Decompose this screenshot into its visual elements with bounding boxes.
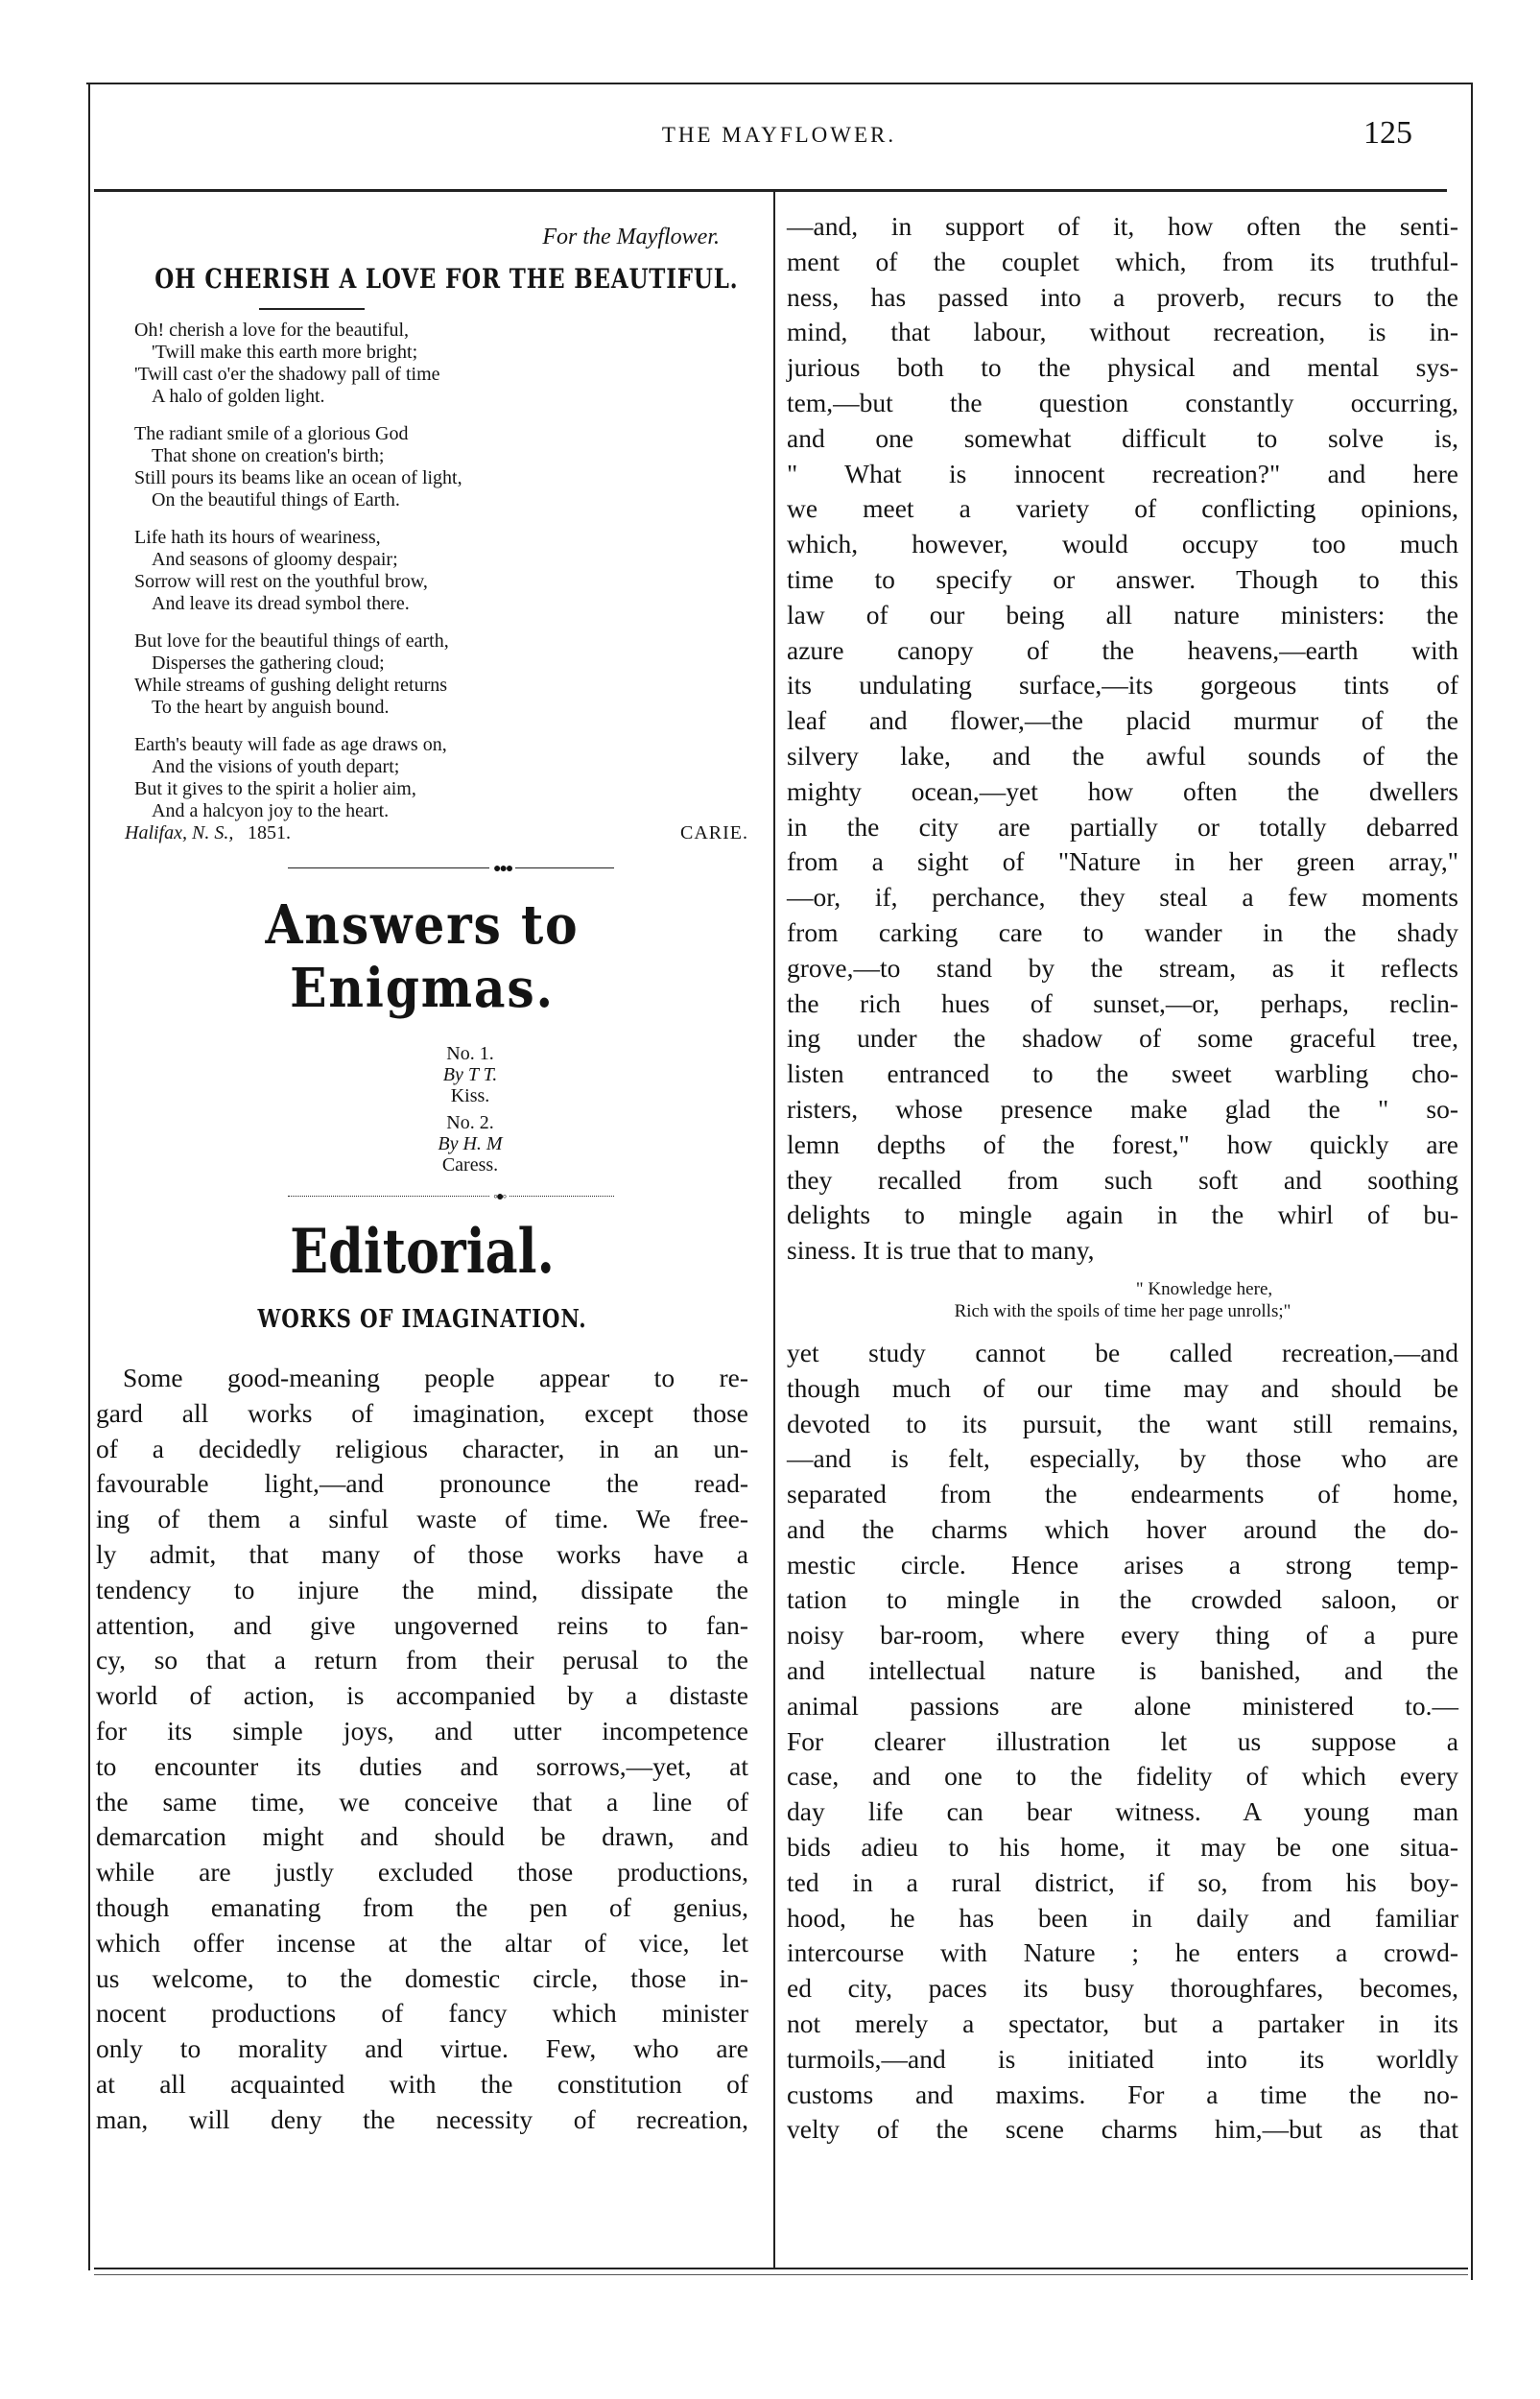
text-line: For clearer illustration let us suppose a: [787, 1725, 1458, 1756]
text-line: nocent productions of fancy which minister: [96, 1998, 748, 2029]
text-line: day life can bear witness. A young man: [787, 1796, 1458, 1827]
text-line: and the charms which hover around the do-: [787, 1513, 1458, 1544]
text-line: gard all works of imagination, except those: [96, 1397, 748, 1428]
text-line: ed city, paces its busy thoroughfares, becomes,: [787, 1973, 1458, 2004]
text-line: ted in a rural district, if so, from his boy-: [787, 1866, 1458, 1897]
ornament-divider-2: [96, 1189, 748, 1202]
text-line: ment of the couplet which, from its truthful-: [787, 246, 1458, 276]
poem-stanza: [134, 527, 748, 615]
text-line: and one somewhat difficult to solve is,: [787, 422, 1458, 453]
text-line: cy, so that a return from their perusal to the: [96, 1645, 748, 1675]
text-line: in the city are partially or totally debarred: [787, 811, 1458, 842]
poem-line: But love for the beautiful things of earth,: [134, 630, 449, 652]
text-line: from a sight of "Nature in her green array,": [787, 846, 1458, 877]
text-line: from carking care to wander in the shady: [787, 916, 1458, 947]
poem-line: And a halcyon joy to the heart.: [152, 800, 390, 821]
text-line: ness, has passed into a proverb, recurs to the: [787, 281, 1458, 312]
text-line: demarcation might and should be drawn, and: [96, 1821, 748, 1852]
poem-line: While streams of gushing delight returns: [134, 675, 448, 696]
poem-title: OH CHERISH A LOVE FOR THE BEAUTIFUL.: [154, 263, 739, 295]
text-line: which, however, would occupy too much: [787, 529, 1458, 559]
text-line: of a decidedly religious character, in an un-: [96, 1433, 748, 1463]
editorial-section-title: WORKS OF IMAGINATION.: [257, 1305, 587, 1334]
enigma-no1-answer: Kiss.: [450, 1085, 490, 1106]
poem-line: But it gives to the spirit a holier aim,: [134, 778, 416, 799]
poem-line: Disperses the gathering cloud;: [152, 653, 385, 674]
quote-line-1: " Knowledge here,: [1135, 1278, 1273, 1299]
editorial-text-left: [96, 1361, 748, 2138]
poem-line: Life hath its hours of weariness,: [134, 527, 381, 548]
text-line: us welcome, to the domestic circle, those in-: [96, 1962, 748, 1993]
poem-line: 'Twill make this earth more bright;: [152, 342, 418, 363]
text-line: favourable light,—and pronounce the read-: [96, 1468, 748, 1499]
text-line: hood, he has been in daily and familiar: [787, 1902, 1458, 1933]
text-line: man, will deny the necessity of recreation,: [96, 2103, 748, 2134]
bottom-rule-thin: [94, 2274, 1468, 2275]
text-line: while are justly excluded those productions,: [96, 1857, 748, 1888]
text-line: ing under the shadow of some graceful tree,: [787, 1023, 1458, 1054]
text-line: delights to mingle again in the whirl of bu-: [787, 1200, 1458, 1230]
text-line: siness. It is true that to many,: [787, 1235, 1095, 1266]
poem-credit: For the Mayflower.: [542, 225, 720, 249]
frame-right-rule: [1471, 83, 1473, 2280]
text-line: jurious both to the physical and mental sys-: [787, 352, 1458, 383]
frame-top-rule: [86, 83, 1473, 84]
editorial-text-right-1: [787, 209, 1458, 1269]
editorial-text-right-2: [787, 1336, 1458, 2148]
text-line: they recalled from such soft and soothing: [787, 1164, 1458, 1195]
text-line: we meet a variety of conflicting opinions,: [787, 493, 1458, 524]
text-line: bids adieu to his home, it may be one situa-: [787, 1832, 1458, 1863]
poem-line: Sorrow will rest on the youthful brow,: [134, 571, 428, 592]
ornament-line: [288, 1196, 614, 1197]
text-line: case, and one to the fidelity of which every: [787, 1761, 1458, 1792]
enigma-answers: [192, 1043, 748, 1176]
text-line: mind, that labour, without recreation, is in-: [787, 317, 1458, 347]
poem-line: Still pours its beams like an ocean of light,: [134, 467, 462, 488]
text-line: —and is felt, especially, by those who are: [787, 1443, 1458, 1474]
enigma-no2-label: No. 2.: [446, 1112, 494, 1133]
text-line: attention, and give ungoverned reins to fan-: [96, 1609, 748, 1640]
text-line: —and, in support of it, how often the senti-: [787, 211, 1458, 241]
quote-line-2: Rich with the spoils of time her page unrolls;": [954, 1300, 1291, 1321]
text-line: grove,—to stand by the stream, as it reflects: [787, 952, 1458, 983]
enigma-no1-author: By T T.: [442, 1064, 498, 1085]
text-line: separated from the endearments of home,: [787, 1479, 1458, 1509]
poem-line: 'Twill cast o'er the shadowy pall of time: [134, 364, 440, 385]
text-line: the same time, we conceive that a line of: [96, 1786, 748, 1817]
text-line: its undulating surface,—its gorgeous tints of: [787, 670, 1458, 701]
ornament-divider: [96, 861, 748, 874]
text-line: silvery lake, and the awful sounds of the: [787, 740, 1458, 771]
left-column: [96, 211, 748, 2138]
poem-stanza: [134, 630, 748, 719]
text-line: devoted to its pursuit, the want still remains,: [787, 1408, 1458, 1438]
ornament-line: [288, 867, 614, 868]
signature-name: CARIE.: [680, 822, 748, 843]
text-line: risters, whose presence make glad the " so-: [787, 1093, 1458, 1124]
poem-line: And leave its dread symbol there.: [152, 593, 410, 614]
text-line: which offer incense at the altar of vice, let: [96, 1927, 748, 1958]
text-line: customs and maxims. For a time the no-: [787, 2078, 1458, 2109]
poem-line: The radiant smile of a glorious God: [134, 423, 409, 444]
running-title: THE MAYFLOWER.: [661, 123, 897, 147]
header-rule: [94, 189, 1447, 192]
page-number: 125: [1363, 115, 1412, 151]
poem-line: That shone on creation's birth;: [152, 445, 385, 466]
text-line: law of our being all nature ministers: the: [787, 599, 1458, 629]
signature-year: 1851.: [248, 822, 291, 843]
running-head: [88, 115, 1470, 154]
text-line: and intellectual nature is banished, and the: [787, 1655, 1458, 1686]
poem-line: A halo of golden light.: [152, 386, 325, 407]
poem-stanza: [134, 734, 748, 822]
text-line: turmoils,—and is initiated into its worldly: [787, 2043, 1458, 2074]
text-line: leaf and flower,—the placid murmur of the: [787, 705, 1458, 736]
text-line: though emanating from the pen of genius,: [96, 1891, 748, 1922]
text-line: tation to mingle in the crowded saloon, or: [787, 1584, 1458, 1615]
text-line: ly admit, that many of those works have a: [96, 1538, 748, 1569]
text-line: azure canopy of the heavens,—earth with: [787, 634, 1458, 665]
text-line: velty of the scene charms him,—but as that: [787, 2114, 1458, 2145]
text-line: only to morality and virtue. Few, who are: [96, 2033, 748, 2064]
poem-line: And the visions of youth depart;: [152, 756, 400, 777]
text-line: noisy bar-room, where every thing of a pure: [787, 1620, 1458, 1651]
bottom-rule: [94, 2268, 1468, 2269]
text-line: at all acquainted with the constitution of: [96, 2068, 748, 2099]
text-line: time to specify or answer. Though to this: [787, 563, 1458, 594]
text-line: though much of our time may and should be: [787, 1372, 1458, 1403]
text-line: to encounter its duties and sorrows,—yet, at: [96, 1750, 748, 1781]
poem-stanza: [134, 320, 748, 408]
poem-stanza: [134, 423, 748, 511]
text-line: —or, if, perchance, they steal a few moments: [787, 882, 1458, 913]
text-line: world of action, is accompanied by a distaste: [96, 1680, 748, 1711]
enigmas-heading: Answers to Enigmas.: [265, 893, 580, 1020]
enigma-no1-label: No. 1.: [446, 1043, 494, 1064]
text-line: listen entranced to the sweet warbling cho-: [787, 1058, 1458, 1089]
enigma-no2-author: By H. M: [438, 1133, 503, 1154]
poem-signature: [125, 822, 748, 847]
text-line: for its simple joys, and utter incompetence: [96, 1715, 748, 1746]
poem-line: To the heart by anguish bound.: [152, 697, 390, 718]
poem-line: And seasons of gloomy despair;: [152, 549, 398, 570]
text-line: tem,—but the question constantly occurring,: [787, 387, 1458, 417]
signature-place: Halifax, N. S.,: [125, 822, 234, 843]
ornament-dots: ◦●◦: [489, 1190, 509, 1205]
text-line: the rich hues of sunset,—or, perhaps, reclin-: [787, 987, 1458, 1018]
text-line: mestic circle. Hence arises a strong temp-: [787, 1549, 1458, 1580]
text-line: lemn depths of the forest," how quickly are: [787, 1128, 1458, 1159]
poem-line: On the beautiful things of Earth.: [152, 489, 400, 511]
text-line: ing of them a sinful waste of time. We free-: [96, 1504, 748, 1534]
text-line: not merely a spectator, but a partaker in its: [787, 2008, 1458, 2039]
poem-line: Oh! cherish a love for the beautiful,: [134, 320, 410, 341]
editorial-heading: Editorial.: [290, 1216, 555, 1288]
block-quote: [787, 1278, 1458, 1322]
text-line: Some good-meaning people appear to re-: [123, 1363, 748, 1392]
right-column: [787, 209, 1458, 2148]
text-line: yet study cannot be called recreation,—and: [787, 1337, 1458, 1367]
enigma-no2-answer: Caress.: [441, 1154, 499, 1176]
text-line: " What is innocent recreation?" and here: [787, 458, 1458, 488]
text-line: tendency to injure the mind, dissipate the: [96, 1574, 748, 1604]
title-rule: [259, 308, 365, 310]
text-line: intercourse with Nature ; he enters a crowd-: [787, 1937, 1458, 1968]
poem-body: [134, 320, 748, 822]
text-line: animal passions are alone ministered to.—: [787, 1690, 1458, 1721]
column-divider: [773, 190, 775, 2268]
frame-left-rule: [88, 83, 90, 2270]
text-line: mighty ocean,—yet how often the dwellers: [787, 775, 1458, 806]
ornament-dots: ●●●: [489, 862, 515, 877]
poem-line: Earth's beauty will fade as age draws on,: [134, 734, 447, 755]
